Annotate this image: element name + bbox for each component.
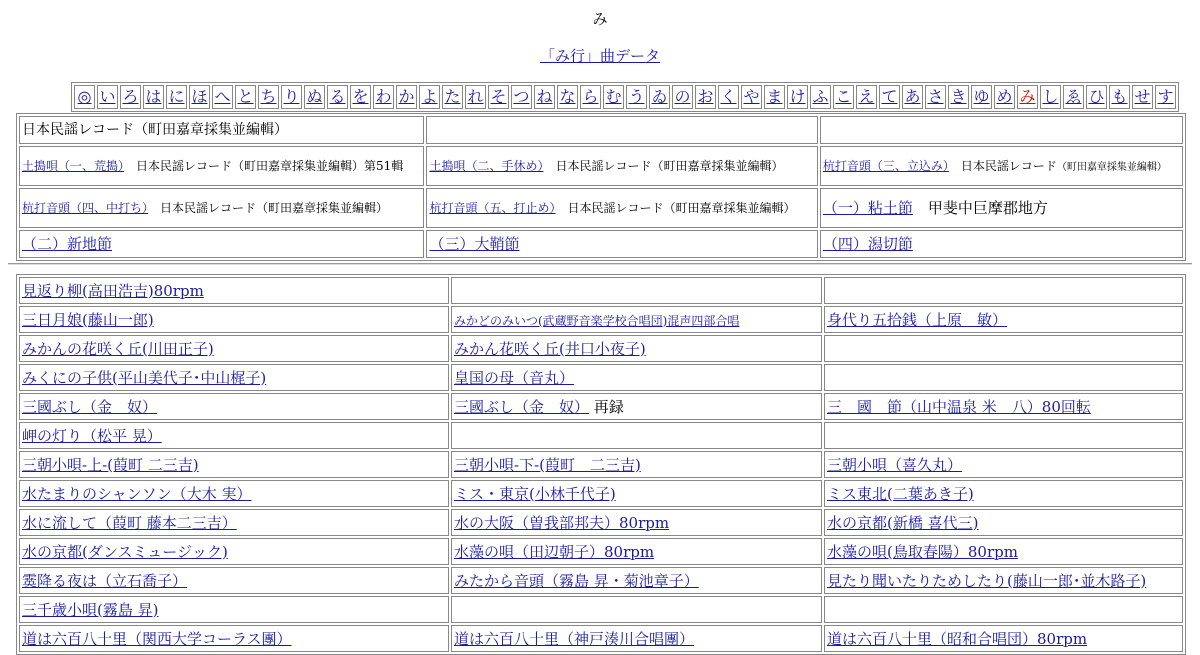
song-link[interactable]: 水に流して（葭町 藤本二三吉） (22, 513, 237, 532)
kana-cell (741, 85, 762, 109)
kana-cell (971, 85, 992, 109)
song-cell (824, 393, 1183, 420)
kana-cell (373, 85, 394, 109)
table-row (19, 277, 1183, 304)
kana-link[interactable]: み (1019, 87, 1036, 106)
song-link[interactable]: 三朝小唄-下-(葭町 二三吉) (454, 455, 641, 474)
kana-cell (879, 85, 900, 109)
kana-link[interactable]: し (1042, 87, 1059, 106)
song-cell (19, 480, 449, 507)
song-link[interactable]: 三千歳小唄(霧島 昇) (22, 600, 159, 619)
song-link[interactable]: みたから音頭（霧島 昇・菊池章子） (454, 571, 699, 590)
song-cell (451, 364, 822, 391)
song-cell (19, 451, 449, 478)
kana-link[interactable]: も (1111, 87, 1128, 106)
record-info: 日本民謡レコード（町田嘉章採集並編輯） (148, 200, 389, 215)
song-link[interactable]: みかどのみいつ(武蔵野音楽学校合唱団)混声四部合唱 (454, 313, 740, 328)
minyo-cell (820, 230, 1183, 258)
minyo-cell (426, 188, 817, 228)
table-row (19, 364, 1183, 391)
kana-cell (1155, 85, 1176, 109)
song-cell (451, 625, 822, 652)
kana-cell (948, 85, 969, 109)
song-link[interactable]: 道は六百八十里（神戸湊川合唱團） (454, 629, 695, 648)
table-row (19, 480, 1183, 507)
kana-link[interactable]: け (789, 87, 806, 106)
kana-home-link[interactable]: ◎ (77, 87, 92, 106)
song-link[interactable]: 水の大阪（曽我部邦夫）80rpm (454, 513, 670, 532)
kana-link[interactable]: つ (513, 87, 530, 106)
song-cell (824, 567, 1183, 594)
kana-cell (120, 85, 141, 109)
kana-link[interactable]: ま (766, 87, 783, 106)
song-cell (451, 393, 822, 420)
song-cell (19, 509, 449, 536)
song-link[interactable]: （一）粘土節 (822, 199, 913, 217)
song-link[interactable]: 道は六百八十里（関西大学コーラス團） (22, 629, 292, 648)
song-cell (19, 335, 449, 362)
song-cell (451, 509, 822, 536)
song-link[interactable]: ミス東北(二葉あき子) (827, 484, 974, 503)
kana-cell (1063, 85, 1084, 109)
kana-link[interactable]: へ (214, 87, 231, 106)
kana-cell (327, 85, 348, 109)
song-link[interactable]: （三）大鞘節 (429, 235, 520, 253)
song-cell (824, 277, 1183, 304)
kana-cell (1086, 85, 1107, 109)
kana-link[interactable]: に (168, 87, 185, 106)
table-row (19, 625, 1183, 652)
kana-link[interactable]: め (996, 87, 1013, 106)
horizontal-rule (8, 263, 1192, 265)
song-cell (451, 335, 822, 362)
table-row (19, 567, 1183, 594)
page-subtitle (0, 45, 1200, 66)
song-cell (824, 422, 1183, 449)
region-info: 甲斐中巨摩郡地方 (912, 199, 1048, 217)
song-cell (824, 625, 1183, 652)
kana-index-bar (71, 82, 1179, 112)
kana-cell (511, 85, 532, 109)
minyo-cell (19, 146, 424, 186)
table-row (19, 335, 1183, 362)
minyo-cell (19, 230, 424, 258)
song-link[interactable]: 土搗唄（二、手休め） (429, 158, 544, 173)
kana-link[interactable]: え (858, 87, 875, 106)
kana-link[interactable]: な (559, 87, 576, 106)
table-row (19, 306, 1183, 333)
minyo-cell (426, 146, 817, 186)
kana-cell (787, 85, 808, 109)
kana-cell (396, 85, 417, 109)
kana-link[interactable]: か (398, 87, 415, 106)
song-link[interactable]: 身代り五拾銭（上原 敏） (827, 310, 1008, 329)
kana-link[interactable]: ね (536, 87, 553, 106)
record-info: 日本民謡レコード（町田嘉章採集並編輯） (555, 200, 796, 215)
table-row (19, 509, 1183, 536)
song-cell (824, 364, 1183, 391)
kana-link[interactable]: せ (1134, 87, 1151, 106)
kana-link[interactable]: ほ (191, 87, 208, 106)
kana-cell (534, 85, 555, 109)
song-cell (451, 451, 822, 478)
song-cell (451, 422, 822, 449)
song-note: 再録 (589, 397, 624, 416)
song-cell (451, 596, 822, 623)
song-link[interactable]: 三國ぶし（金 奴） (22, 397, 158, 416)
kana-cell (810, 85, 831, 109)
kana-cell (419, 85, 440, 109)
song-cell (19, 277, 449, 304)
song-link[interactable]: 見返り柳(高田浩吉)80rpm (22, 281, 204, 300)
minyo-cell (820, 146, 1183, 186)
kana-cell (189, 85, 210, 109)
kana-link[interactable]: く (720, 87, 737, 106)
kana-link[interactable]: よ (421, 87, 438, 106)
table-row (19, 538, 1183, 565)
kana-link[interactable]: ひ (1088, 87, 1105, 106)
kana-cell (1109, 85, 1130, 109)
song-cell (19, 538, 449, 565)
song-link[interactable]: 水の京都(ダンスミュージック) (22, 542, 228, 561)
kana-cell (166, 85, 187, 109)
kana-link[interactable]: ゐ (651, 87, 668, 106)
kana-link[interactable]: そ (490, 87, 507, 106)
song-link[interactable]: 水たまりのシャンソン（大木 実） (22, 484, 252, 503)
kana-link[interactable]: と (237, 87, 254, 106)
record-info: 日本民謡レコード（町田嘉章採集並編輯）第51輯 (124, 158, 404, 173)
kana-cell (442, 85, 463, 109)
song-link[interactable]: ミス・東京(小林千代子) (454, 484, 616, 503)
song-cell (451, 480, 822, 507)
kana-link[interactable]: を (352, 87, 369, 106)
minyo-cell (19, 188, 424, 228)
song-cell (824, 451, 1183, 478)
record-info: 日本民謡レコード（町田嘉章採集並編輯） (543, 158, 784, 173)
song-cell (824, 306, 1183, 333)
kana-cell (718, 85, 739, 109)
kana-cell (603, 85, 624, 109)
kana-cell (143, 85, 164, 109)
kana-link[interactable]: ぬ (306, 87, 323, 106)
kana-cell (304, 85, 325, 109)
kana-cell (1040, 85, 1061, 109)
kana-link[interactable]: や (743, 87, 760, 106)
kana-cell (557, 85, 578, 109)
song-link[interactable]: 水藻の唄(鳥取春陽）80rpm (827, 542, 1018, 561)
song-cell (19, 567, 449, 594)
kana-link[interactable]: こ (835, 87, 852, 106)
page-title: み (592, 10, 608, 28)
kana-link[interactable]: る (329, 87, 346, 106)
kana-cell (925, 85, 946, 109)
kana-link[interactable]: ゆ (973, 87, 990, 106)
song-cell (19, 306, 449, 333)
kana-cell (488, 85, 509, 109)
song-cell (19, 422, 449, 449)
kana-link[interactable]: ち (260, 87, 277, 106)
song-cell (824, 509, 1183, 536)
kana-link[interactable]: あ (904, 87, 921, 106)
kana-cell (212, 85, 233, 109)
song-cell (19, 625, 449, 652)
record-info: 日本民謡レコード (948, 158, 1057, 173)
kana-cell (672, 85, 693, 109)
song-link[interactable]: 岬の灯り（松平 晃） (22, 426, 162, 445)
song-link[interactable]: 三朝小唄（喜久丸） (827, 455, 963, 474)
song-link[interactable]: 皇国の母（音丸） (454, 368, 575, 387)
song-cell (19, 596, 449, 623)
song-link[interactable]: みかんの花咲く丘(川田正子) (22, 339, 214, 358)
kana-link[interactable]: ら (582, 87, 599, 106)
song-cell (451, 306, 822, 333)
song-link[interactable]: 三朝小唄-上-(葭町 二三吉) (22, 455, 199, 474)
song-link[interactable]: 霙降る夜は（立石喬子） (22, 571, 188, 590)
song-link[interactable]: （二）新地節 (22, 235, 113, 253)
empty-cell (426, 116, 817, 144)
kana-link[interactable]: さ (927, 87, 944, 106)
table-row (19, 596, 1183, 623)
song-link[interactable]: 三 國 節（山中温泉 米 八）80回転 (827, 397, 1091, 416)
kana-link[interactable]: ふ (812, 87, 829, 106)
record-info-small: （町田嘉章採集並編輯） (1056, 161, 1167, 173)
kana-link[interactable]: わ (375, 87, 392, 106)
kana-link[interactable]: む (605, 87, 622, 106)
kana-link[interactable]: れ (467, 87, 484, 106)
kana-cell (465, 85, 486, 109)
kana-cell (350, 85, 371, 109)
song-list-table (16, 274, 1186, 655)
minyo-record-table (16, 113, 1186, 261)
kana-cell (281, 85, 302, 109)
song-link[interactable]: 土搗唄（一、荒搗） (22, 158, 125, 173)
song-cell (824, 538, 1183, 565)
empty-cell (820, 116, 1183, 144)
minyo-cell (820, 188, 1183, 228)
kana-cell (994, 85, 1015, 109)
song-cell (19, 364, 449, 391)
kana-cell (258, 85, 279, 109)
song-cell (451, 538, 822, 565)
song-link[interactable]: 水藻の唄（田辺朝子）80rpm (454, 542, 655, 561)
kana-cell (1132, 85, 1153, 109)
kana-link[interactable]: の (674, 87, 691, 106)
kana-link[interactable]: ろ (122, 87, 139, 106)
kana-link[interactable]: う (628, 87, 645, 106)
song-link[interactable]: （四）潟切節 (822, 235, 913, 253)
song-cell (19, 393, 449, 420)
song-link[interactable]: 道は六百八十里（昭和合唱団）80rpm (827, 629, 1088, 648)
kana-link[interactable]: い (99, 87, 116, 106)
kana-cell (902, 85, 923, 109)
kana-link[interactable]: お (697, 87, 714, 106)
kana-cell (764, 85, 785, 109)
kana-link[interactable]: ゑ (1065, 87, 1082, 106)
song-link[interactable]: みかん花咲く丘(井口小夜子) (454, 339, 646, 358)
minyo-cell (426, 230, 817, 258)
song-link[interactable]: 水の京都(新橋 喜代三) (827, 513, 979, 532)
song-link[interactable]: 三日月娘(藤山一郎) (22, 310, 154, 329)
song-cell (824, 335, 1183, 362)
kana-cell (580, 85, 601, 109)
song-cell (451, 277, 822, 304)
song-link[interactable]: 杭打音頭（四、中打ち） (22, 200, 149, 215)
minyo-header-cell: 日本民謡レコード（町田嘉章採集並編輯） (19, 116, 424, 144)
table-row (19, 422, 1183, 449)
kana-cell (1017, 85, 1038, 109)
song-cell (451, 567, 822, 594)
table-row (19, 451, 1183, 478)
kana-cell (626, 85, 647, 109)
kana-cell (97, 85, 118, 109)
kana-link[interactable]: て (881, 87, 898, 106)
kana-cell (695, 85, 716, 109)
kana-cell (856, 85, 877, 109)
kana-link[interactable]: き (950, 87, 967, 106)
song-link[interactable]: 三國ぶし（金 奴） (454, 397, 590, 416)
song-cell (824, 596, 1183, 623)
kana-link[interactable]: り (283, 87, 300, 106)
song-link[interactable]: 杭打音頭（五、打止め） (429, 200, 556, 215)
kana-cell (235, 85, 256, 109)
song-cell (824, 480, 1183, 507)
song-link[interactable]: みくにの子供(平山美代子･中山梶子) (22, 368, 267, 387)
kana-link[interactable]: た (444, 87, 461, 106)
kana-cell (833, 85, 854, 109)
kana-link[interactable]: は (145, 87, 162, 106)
kana-cell (649, 85, 670, 109)
table-row (19, 393, 1183, 420)
song-link[interactable]: 杭打音頭（三、立込み） (822, 158, 949, 173)
kana-link[interactable]: す (1157, 87, 1174, 106)
kana-cell (74, 85, 95, 109)
subtitle-link[interactable]: 「み行」曲データ (539, 47, 660, 65)
song-link[interactable]: 見たり聞いたりためしたり(藤山一郎･並木路子) (827, 571, 1147, 590)
